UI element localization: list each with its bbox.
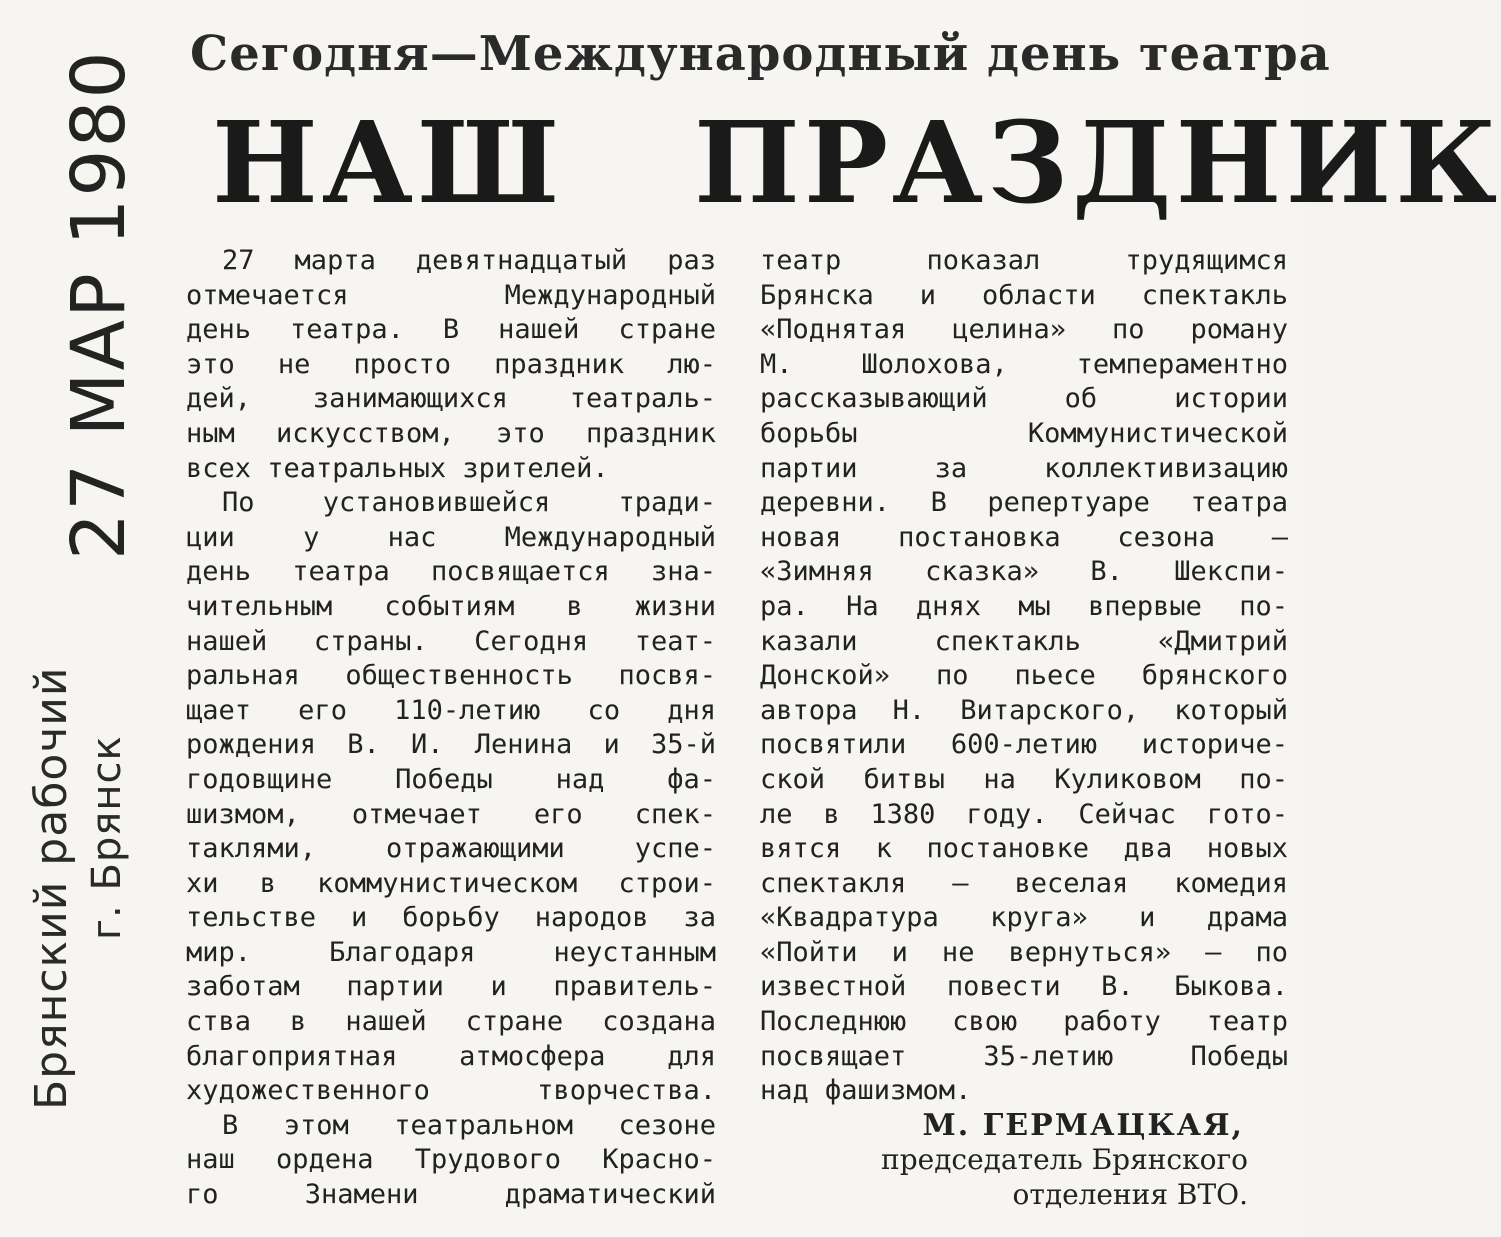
- article-line: тельстве и борьбу народов за: [186, 902, 716, 934]
- newspaper-name: Брянский рабочий: [26, 666, 77, 1110]
- newspaper-city: г. Брянск: [84, 735, 130, 940]
- article-line: вятся к постановке два новых: [760, 833, 1288, 865]
- article-line: над фашизмом.: [760, 1075, 972, 1107]
- author-title: председатель Брянского: [881, 1143, 1248, 1177]
- article-line: «Квадратура круга» и драма: [760, 902, 1288, 934]
- article-line: По установившейся тради-: [222, 487, 716, 519]
- article-line: художественного творчества.: [186, 1075, 716, 1107]
- article-line: М. Шолохова, темпераментно: [760, 348, 1288, 380]
- article-line: 27 марта девятнадцатый раз: [222, 245, 716, 276]
- kicker-line: Сегодня—Международный день театра: [190, 26, 1331, 82]
- article-line: нашей страны. Сегодня теат-: [186, 625, 716, 657]
- article-line: это не просто праздник лю-: [186, 348, 716, 380]
- article-line: всех театральных зрителей.: [186, 452, 609, 484]
- article-line: чительным событиям в жизни: [186, 590, 716, 622]
- article-line: щает его 110-летию со дня: [186, 694, 716, 726]
- article-line: хи в коммунистическом строи-: [186, 867, 716, 899]
- article-line: день театра. В нашей стране: [186, 314, 716, 346]
- article-line: известной повести В. Быкова.: [760, 971, 1288, 1003]
- article-line: казали спектакль «Дмитрий: [760, 625, 1288, 657]
- article-line: Последнюю свою работу театр: [760, 1006, 1288, 1038]
- article-line: партии за коллективизацию: [760, 452, 1288, 484]
- author-name: М. ГЕРМАЦКАЯ,: [922, 1107, 1244, 1143]
- headline: НАШ ПРАЗДНИК: [212, 98, 1501, 229]
- article-line: театр показал трудящимся: [760, 245, 1288, 276]
- article-line: ской битвы на Куликовом по-: [760, 763, 1288, 795]
- article-line: ции у нас Международный: [186, 521, 716, 553]
- article-line: автора Н. Витарского, который: [760, 694, 1288, 726]
- article-line: наш ордена Трудового Красно-: [186, 1144, 716, 1176]
- article-line: ле в 1380 году. Сейчас гото-: [760, 798, 1288, 830]
- date-stamp: 27 МАР 1980: [56, 49, 142, 560]
- author-organization: отделения ВТО.: [1012, 1178, 1248, 1212]
- article-line: ра. На днях мы впервые по-: [760, 590, 1288, 622]
- article-line: мир. Благодаря неустанным: [186, 936, 716, 968]
- article-line: посвящает 35-летию Победы: [760, 1040, 1288, 1072]
- article-line: годовщине Победы над фа-: [186, 763, 716, 795]
- article-line: отмечается Международный: [186, 279, 716, 311]
- article-line: благоприятная атмосфера для: [186, 1040, 716, 1072]
- article-line: «Поднятая целина» по роману: [760, 314, 1288, 346]
- article-line: ным искусством, это праздник: [186, 417, 716, 449]
- article-line: спектакля — веселая комедия: [760, 867, 1288, 899]
- article-line: борьбы Коммунистической: [760, 417, 1288, 449]
- article-line: го Знамени драматический: [186, 1179, 716, 1211]
- article-line: новая постановка сезона —: [760, 521, 1288, 553]
- article-line: шизмом, отмечает его спек-: [186, 798, 716, 830]
- article-line: Брянска и области спектакль: [760, 279, 1288, 311]
- article-line: заботам партии и правитель-: [186, 971, 716, 1003]
- article-line: день театра посвящается зна-: [186, 556, 716, 588]
- article-line: В этом театральном сезоне: [222, 1109, 716, 1141]
- article-line: ства в нашей стране создана: [186, 1006, 716, 1038]
- article-line: рассказывающий об истории: [760, 383, 1288, 415]
- article-line: Донской» по пьесе брянского: [760, 660, 1288, 692]
- article-line: «Зимняя сказка» В. Шекспи-: [760, 556, 1288, 588]
- article-line: ральная общественность посвя-: [186, 660, 716, 692]
- article-line: деревни. В репертуаре театра: [760, 487, 1288, 519]
- article-line: посвятили 600-летию историче-: [760, 729, 1288, 761]
- article-column-left: [186, 244, 716, 1213]
- article-line: «Пойти и не вернуться» — по: [760, 936, 1288, 968]
- article-line: дей, занимающихся театраль-: [186, 383, 716, 415]
- article-line: рождения В. И. Ленина и 35-й: [186, 729, 716, 761]
- article-line: таклями, отражающими успе-: [186, 833, 716, 865]
- article-column-right: [760, 244, 1288, 1213]
